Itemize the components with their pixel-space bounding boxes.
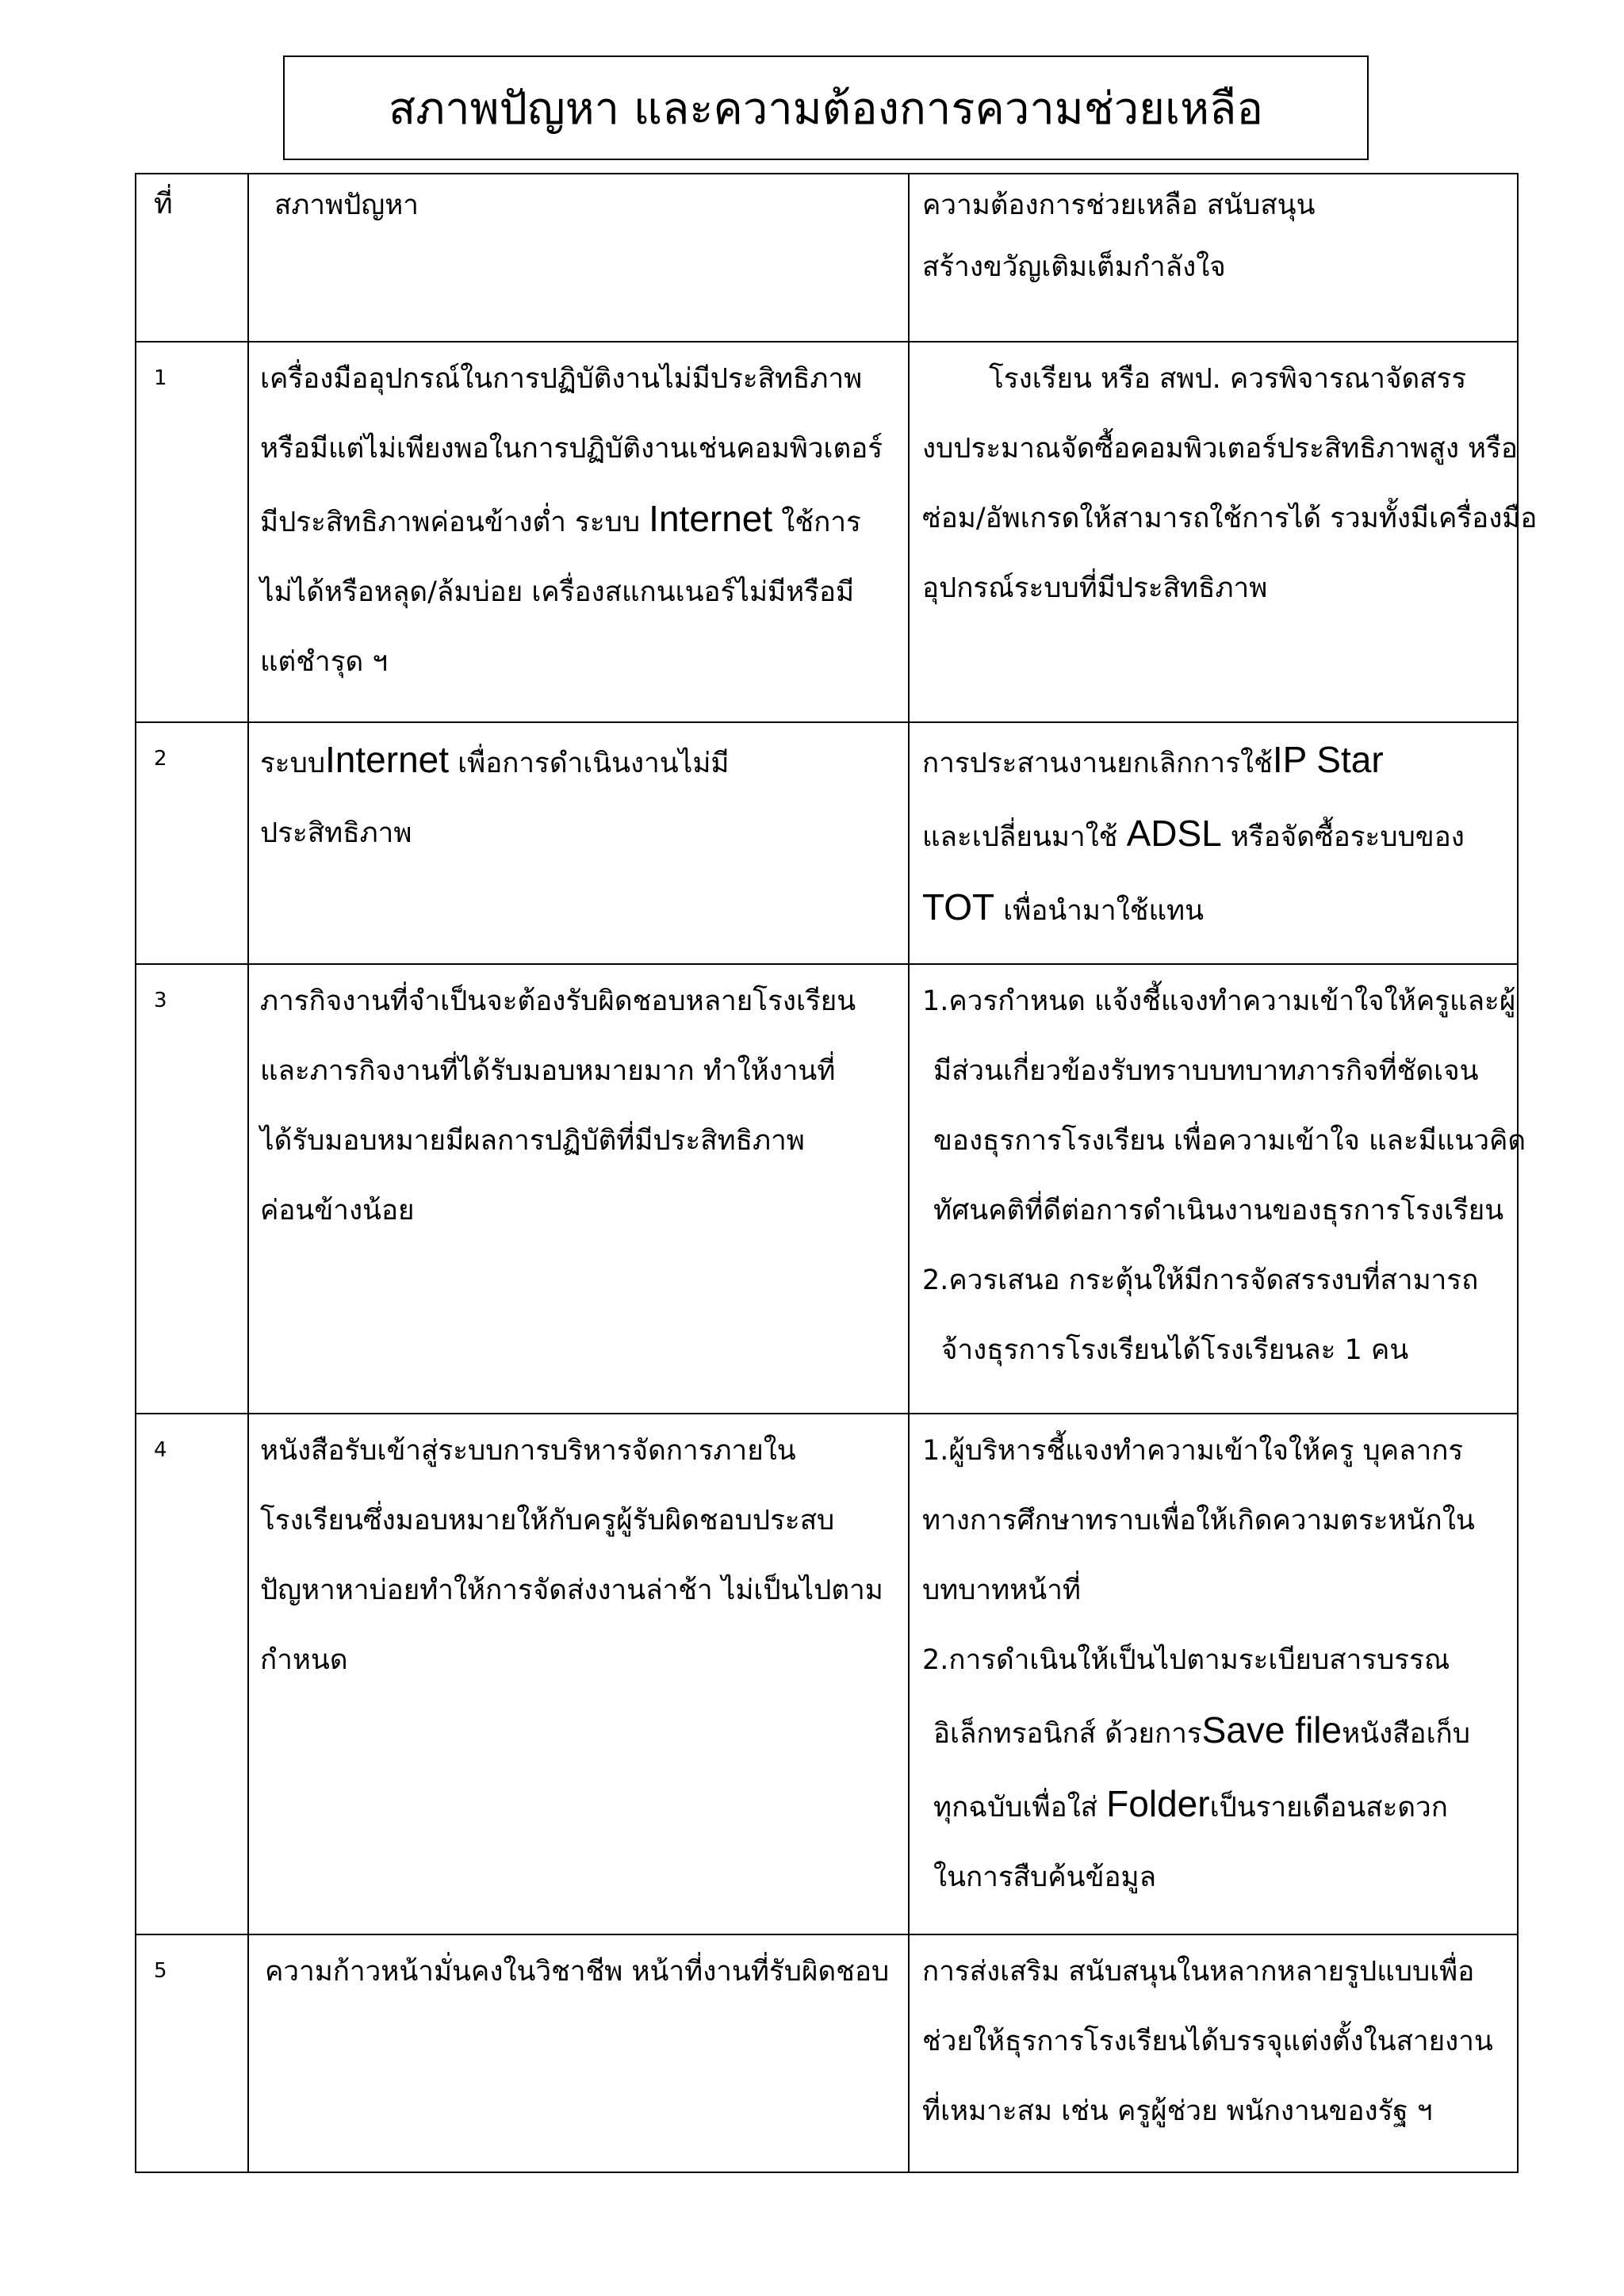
need-text-line: ช่วยให้ธุรการโรงเรียนได้บรรจุแต่งตั้งในสายงาน [922,2026,1493,2057]
text-span: หรือจัดซื้อระบบของ [1221,821,1465,853]
text-span: และเปลี่ยนมาใช้ [922,821,1127,853]
need-text-line: 2.การดำเนินให้เป็นไปตามระเบียบสารบรรณ [922,1644,1450,1676]
problem-text-line: หรือมีแต่ไม่เพียงพอในการปฏิบัติงานเช่นคอมพิวเตอร์ [260,433,883,465]
need-text-line: โรงเรียน หรือ สพป. ควรพิจารณาจัดสรร [989,363,1467,395]
table-row [136,342,1518,722]
problem-text-line: หนังสือรับเข้าสู่ระบบการบริหารจัดการภายใน [260,1435,796,1467]
problem-text-line: เครื่องมืออุปกรณ์ในการปฏิบัติงานไม่มีประสิทธิภาพ [260,363,863,395]
problem-text-line: ได้รับมอบหมายมีผลการปฏิบัติที่มีประสิทธิภาพ [260,1125,805,1157]
text-span: เป็นรายเดือนสะดวก [1209,1792,1449,1823]
header-cell-problem [248,174,909,342]
text-span-latin: TOT [922,886,995,928]
row-num-cell [136,342,248,722]
problem-text-line: ประสิทธิภาพ [260,817,412,849]
text-span: หนังสือเก็บ [1342,1718,1470,1750]
row-number: 5 [154,1959,167,1983]
problem-text-line: กำหนด [260,1644,348,1676]
problem-text-line: ปัญหาหาบ่อยทำให้การจัดส่งงานล่าช้า ไม่เป็นไปตาม [260,1575,883,1606]
header-need-label-1: ความต้องการช่วยเหลือ สนับสนุน [922,189,1316,221]
problem-text-line: และภารกิจงานที่ได้รับมอบหมายมาก ทำให้งานที่ [260,1055,836,1087]
text-span-latin: ADSL [1126,813,1222,854]
text-span: ระบบ [260,748,326,779]
row-number: 1 [154,366,167,390]
row-num-cell [136,722,248,964]
need-text-line: ของธุรการโรงเรียน เพื่อความเข้าใจ และมีแนวคิด [933,1125,1526,1157]
need-cell [909,722,1518,964]
row-number: 4 [154,1438,167,1462]
problem-cell [248,1934,909,2172]
need-text-line: 1.ควรกำหนด แจ้งชี้แจงทำความเข้าใจให้ครูและผู้ [922,985,1516,1017]
need-text-line [910,723,1517,798]
table-row [136,1934,1518,2172]
need-text-line [910,798,1517,872]
need-cell [909,1934,1518,2172]
need-text-line: มีส่วนเกี่ยวข้องรับทราบบทบาทภารกิจที่ชัดเจน [933,1055,1479,1087]
header-problem-label: สภาพปัญหา [274,189,419,221]
text-span-latin: Internet [325,739,450,780]
need-text-line [910,872,1517,946]
text-span: ทุกฉบับเพื่อใส่ [933,1792,1107,1823]
text-span-latin: IP Star [1272,739,1384,780]
header-cell-need [909,174,1518,342]
text-span: เพื่อนำมาใช้แทน [994,895,1205,927]
need-text-line: ทัศนคติที่ดีต่อการดำเนินงานของธุรการโรงเรียน [933,1195,1504,1226]
need-text-line: ทางการศึกษาทราบเพื่อให้เกิดความตระหนักใน [922,1505,1475,1536]
text-span-latin: Internet [649,498,773,539]
need-text-line [910,1769,1517,1843]
need-text-line: การส่งเสริม สนับสนุนในหลากหลายรูปแบบเพื่อ [922,1956,1475,1988]
need-cell [909,342,1538,722]
page-title: สภาพปัญหา และความต้องการความช่วยเหลือ [283,55,1369,160]
text-span: อิเล็กทรอนิกส์ ด้วยการ [933,1718,1202,1750]
need-cell [909,964,1526,1414]
problem-text-line: โรงเรียนซึ่งมอบหมายให้กับครูผู้รับผิดชอบประสบ [260,1505,835,1536]
problem-text-line: ค่อนข้างน้อย [260,1195,415,1226]
header-cell-num [136,174,248,342]
table-row [136,722,1518,964]
problem-text-line: ภารกิจงานที่จำเป็นจะต้องรับผิดชอบหลายโรงเรียน [260,985,856,1017]
table-row [136,964,1518,1414]
text-span-latin: Save file [1201,1709,1342,1751]
problems-table [135,173,1538,2173]
row-num-cell [136,964,248,1414]
need-text-line: ซ่อม/อัพเกรดให้สามารถใช้การได้ รวมทั้งมีเครื่องมือ [922,503,1538,534]
need-text-line: ในการสืบค้นข้อมูล [933,1862,1157,1893]
row-num-cell [136,1414,248,1934]
need-cell [909,1414,1518,1934]
text-span: ใช้การ [772,507,861,538]
row-num-cell [136,1934,248,2172]
problem-text-line: ความก้าวหน้ามั่นคงในวิชาชีพ หน้าที่งานที่รับผิดชอบ [265,1956,890,1988]
text-span: การประสานงานยกเลิกการใช้ [922,748,1273,779]
problem-cell [248,342,909,722]
need-text-line: ที่เหมาะสม เช่น ครูผู้ช่วย พนักงานของรัฐ ฯ [922,2095,1433,2127]
need-text-line: บทบาทหน้าที่ [922,1575,1081,1606]
need-text-line [910,1695,1517,1769]
need-text-line: อุปกรณ์ระบบที่มีประสิทธิภาพ [922,572,1268,604]
need-text-line: 1.ผู้บริหารชี้แจงทำความเข้าใจให้ครู บุคลากร [922,1435,1464,1467]
text-span: เพื่อการดำเนินงานไม่มี [449,748,730,779]
problem-cell [248,1414,909,1934]
table-row [136,1414,1518,1934]
problem-text-line [249,484,908,557]
problem-text-line: ไม่ได้หรือหลุด/ล้มบ่อย เครื่องสแกนเนอร์ไม่มีหรือมี [260,576,855,608]
problem-text-line [249,723,908,798]
header-need-label-2: สร้างขวัญเติมเต็มกำลังใจ [922,251,1226,283]
text-span-latin: Folder [1106,1783,1210,1824]
need-text-line: จ้างธุรการโรงเรียนได้โรงเรียนละ 1 คน [941,1334,1409,1366]
problem-cell [248,964,909,1414]
table-header-row [136,174,1518,342]
need-text-line: 2.ควรเสนอ กระตุ้นให้มีการจัดสรรงบที่สามารถ [922,1265,1479,1296]
row-number: 2 [154,747,167,771]
header-num-label: ที่ [154,188,173,220]
problem-cell [248,722,909,964]
row-number: 3 [154,989,167,1012]
need-text-line: งบประมาณจัดซื้อคอมพิวเตอร์ประสิทธิภาพสูง หรือ [922,433,1518,465]
problem-text-line: แต่ชำรุด ฯ [260,646,389,678]
text-span: มีประสิทธิภาพค่อนข้างต่ำ ระบบ [260,507,649,538]
